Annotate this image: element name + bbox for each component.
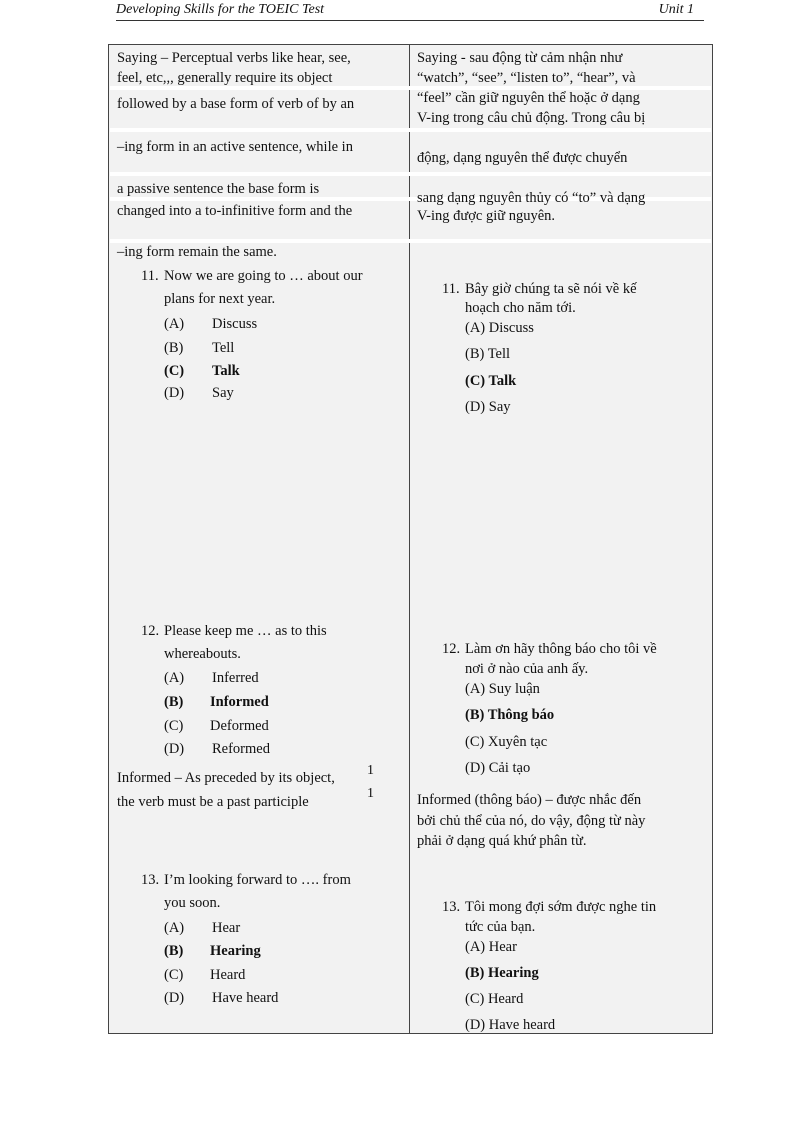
intro-en-line: a passive sentence the base form is — [117, 181, 320, 197]
option-text: (A) Hear — [465, 939, 517, 955]
intro-en-line: changed into a to-infinitive form and the — [117, 203, 353, 219]
intro-en-line: –ing form in an active sentence, while in — [117, 139, 353, 155]
question-number: 12. — [442, 641, 461, 657]
page-number: 1 — [367, 786, 374, 801]
explanation-text: bởi chủ thể của nó, do vậy, động từ này — [417, 813, 646, 829]
option-text-correct: Informed — [210, 694, 269, 710]
question-text: tức của bạn. — [465, 919, 536, 935]
intro-en-line: Saying – Perceptual verbs like hear, see, — [117, 50, 351, 66]
option-text-correct: Hearing — [210, 943, 261, 959]
row-band — [110, 172, 711, 176]
running-header — [116, 2, 704, 21]
option-text: Discuss — [212, 316, 258, 332]
explanation-text: Informed (thông báo) – được nhắc đến — [417, 792, 642, 808]
option-text: Hear — [212, 920, 241, 936]
question-text: Please keep me … as to this — [164, 623, 327, 639]
question-text: Làm ơn hãy thông báo cho tôi về — [465, 641, 657, 657]
intro-en-line: –ing form remain the same. — [117, 244, 277, 260]
option-text: Heard — [210, 967, 246, 983]
option-text: Say — [212, 385, 234, 401]
option-text: (B) Tell — [465, 346, 511, 362]
question-text: whereabouts. — [164, 646, 241, 662]
column-divider — [409, 241, 410, 1033]
option-text-correct: (B) Hearing — [465, 965, 539, 981]
question-text: plans for next year. — [164, 291, 276, 307]
bilingual-table — [108, 44, 713, 1034]
unit-label: Unit 1 — [658, 2, 694, 17]
option-text: (A) Suy luận — [465, 681, 540, 697]
column-divider — [409, 45, 410, 241]
question-text: I’m looking forward to …. from — [164, 872, 351, 888]
intro-vi-line: động, dạng nguyên thể được chuyển — [417, 150, 628, 166]
question-text: nơi ở nào của anh ấy. — [465, 661, 589, 677]
intro-vi-line: Saying - sau động từ cảm nhận như — [417, 50, 623, 66]
question-text: hoạch cho năm tới. — [465, 300, 576, 316]
option-letter: (D) — [164, 741, 185, 757]
option-text: Inferred — [212, 670, 259, 686]
option-text: (D) Say — [465, 399, 511, 415]
option-text-correct: (C) Talk — [465, 373, 517, 389]
option-letter: (B) — [164, 340, 184, 356]
intro-vi-line: sang dạng nguyên thủy có “to” và dạng — [417, 190, 646, 206]
option-text: Reformed — [212, 741, 270, 757]
option-text: (C) Xuyên tạc — [465, 734, 548, 750]
option-letter: (A) — [164, 316, 185, 332]
explanation-text: phải ở dạng quá khứ phân từ. — [417, 833, 587, 849]
question-number: 12. — [141, 623, 160, 639]
intro-vi-line: V-ing trong câu chủ động. Trong câu bị — [417, 110, 646, 126]
row-band — [110, 128, 711, 132]
question-text: you soon. — [164, 895, 221, 911]
explanation-text: the verb must be a past participle — [117, 794, 309, 810]
option-text: (D) Cải tạo — [465, 760, 531, 776]
explanation-text: Informed – As preceded by its object, — [117, 770, 335, 786]
option-text-correct: Talk — [212, 363, 240, 379]
option-letter: (A) — [164, 670, 185, 686]
book-title: Developing Skills for the TOEIC Test — [116, 2, 325, 17]
option-letter-correct: (B) — [164, 943, 184, 959]
option-text: Tell — [212, 340, 235, 356]
intro-vi-line: “watch”, “see”, “listen to”, “hear”, và — [417, 70, 636, 86]
option-letter-correct: (B) — [164, 694, 184, 710]
option-letter: (A) — [164, 920, 185, 936]
question-text: Now we are going to … about our — [164, 268, 363, 284]
intro-en-line: followed by a base form of verb of by an — [117, 96, 355, 112]
intro-vi-line: V-ing được giữ nguyên. — [417, 208, 556, 224]
option-text: Have heard — [212, 990, 279, 1006]
intro-en-line: feel, etc,,, generally require its object — [117, 70, 333, 86]
question-text: Bây giờ chúng ta sẽ nói về kế — [465, 281, 637, 297]
question-number: 11. — [141, 268, 159, 284]
question-number: 13. — [141, 872, 160, 888]
option-text: Deformed — [210, 718, 269, 734]
option-letter: (C) — [164, 967, 184, 983]
option-text: (D) Have heard — [465, 1017, 556, 1033]
option-letter: (D) — [164, 385, 185, 401]
intro-vi-line: “feel” cần giữ nguyên thể hoặc ở dạng — [417, 90, 640, 106]
question-number: 13. — [442, 899, 461, 915]
page-number: 1 — [367, 763, 374, 778]
option-letter-correct: (C) — [164, 363, 185, 379]
option-letter: (D) — [164, 990, 185, 1006]
question-text: Tôi mong đợi sớm được nghe tin — [465, 899, 657, 915]
option-text: (C) Heard — [465, 991, 524, 1007]
option-text-correct: (B) Thông báo — [465, 707, 555, 723]
question-number: 11. — [442, 281, 460, 297]
option-letter: (C) — [164, 718, 184, 734]
option-text: (A) Discuss — [465, 320, 534, 336]
